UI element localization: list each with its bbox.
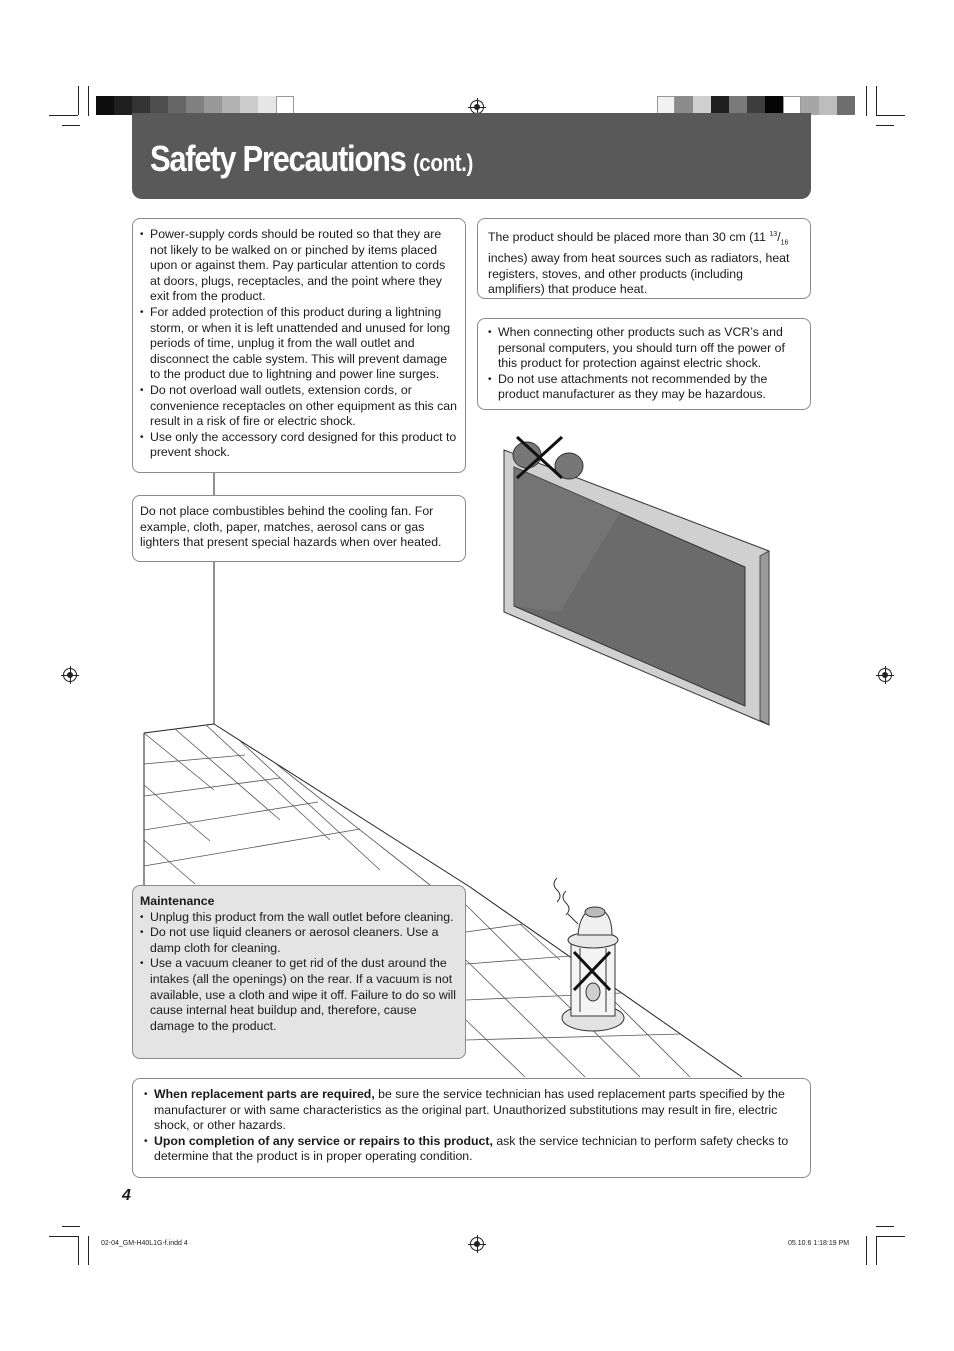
list-item — [144, 1134, 800, 1165]
fraction-numerator: 13 — [769, 231, 778, 238]
maintenance-box — [132, 885, 466, 1059]
list-item: • Do not use attachments not recommended by the product manufacturer as they may be hazardous. — [488, 372, 802, 403]
maintenance-list — [140, 910, 457, 1035]
service-item2-bold: Upon completion of any service or repairs to this product, — [154, 1133, 493, 1148]
page-title-suffix: (cont.) — [412, 150, 473, 177]
maintenance-heading: Maintenance — [140, 894, 215, 908]
service-item2-text: ask the service technician to perform safety checks to determine that the product is in proper operating condition. — [154, 1133, 789, 1164]
connecting-products-box — [477, 318, 811, 410]
cooling-fan-text: Do not place combustibles behind the cooling fan. For example, cloth, paper, matches, aerosol cans or gas lighters that present special hazards when over heated. — [140, 504, 442, 550]
cooling-fan-box — [132, 495, 466, 562]
fraction-denominator: 16 — [780, 239, 789, 247]
connecting-products-list — [488, 325, 802, 403]
footer-file-name: 02-04_GM-H40L1G-f.indd 4 — [101, 1240, 188, 1247]
service-item1-bold: When replacement parts are required, — [154, 1087, 375, 1101]
list-item: • Power-supply cords should be routed so that they are not likely to be walked on or pinched by items placed upon or against them. Pay particular attention to cords at doors, plugs, receptacles, and the point where they exit from the product. — [140, 227, 457, 305]
list-item: • Use a vacuum cleaner to get rid of the dust around the intakes (all the openings) on the rear. If a vacuum is not available, use a cloth and wipe it off. Failure to do so will cause internal heat buildup and, therefore, cause damage to the product. — [140, 956, 457, 1034]
heat-sources-box — [477, 218, 811, 299]
page-title-main: Safety Precautions — [150, 138, 406, 179]
list-item: • Do not use liquid cleaners or aerosol cleaners. Use a damp cloth for cleaning. — [140, 925, 457, 956]
list-item: • Do not overload wall outlets, extension cords, or convenience receptacles on other equipment as this can result in a risk of fire or electric shock. — [140, 383, 457, 430]
footer-timestamp: 05.10.6 1:18:19 PM — [788, 1240, 850, 1247]
list-item: • When connecting other products such as VCR’s and personal computers, you should turn off the power of this product for protection against electric shock. — [488, 325, 802, 372]
cords-precautions-list — [140, 227, 457, 461]
service-item1-text: be sure the service technician has used replacement parts specified by the manufacturer or with same characteristics as the original part. Unauthorized substitutions may result in fire, electric shock, or other hazards. — [154, 1087, 785, 1133]
heat-sources-text: The product should be placed more than 30 cm (11 $^{13}/_{16}$ inches) away from heat sources such as radiators, heat registers, stoves, and other products (including amplifiers) that produce heat. — [488, 230, 790, 297]
list-item: • Unplug this product from the wall outlet before cleaning. — [140, 910, 457, 926]
service-box — [132, 1078, 811, 1178]
service-list — [144, 1087, 800, 1165]
list-item: • For added protection of this product during a lightning storm, or when it is left unattended and unused for long periods of time, unplug it from the wall outlet and disconnect the cable system. This will prevent damage to the product due to lightning and power line surges. — [140, 305, 457, 383]
list-item — [144, 1087, 800, 1134]
cords-precautions-box — [132, 218, 466, 473]
page-number: 4 — [122, 1187, 131, 1204]
list-item: • Use only the accessory cord designed for this product to prevent shock. — [140, 430, 457, 461]
